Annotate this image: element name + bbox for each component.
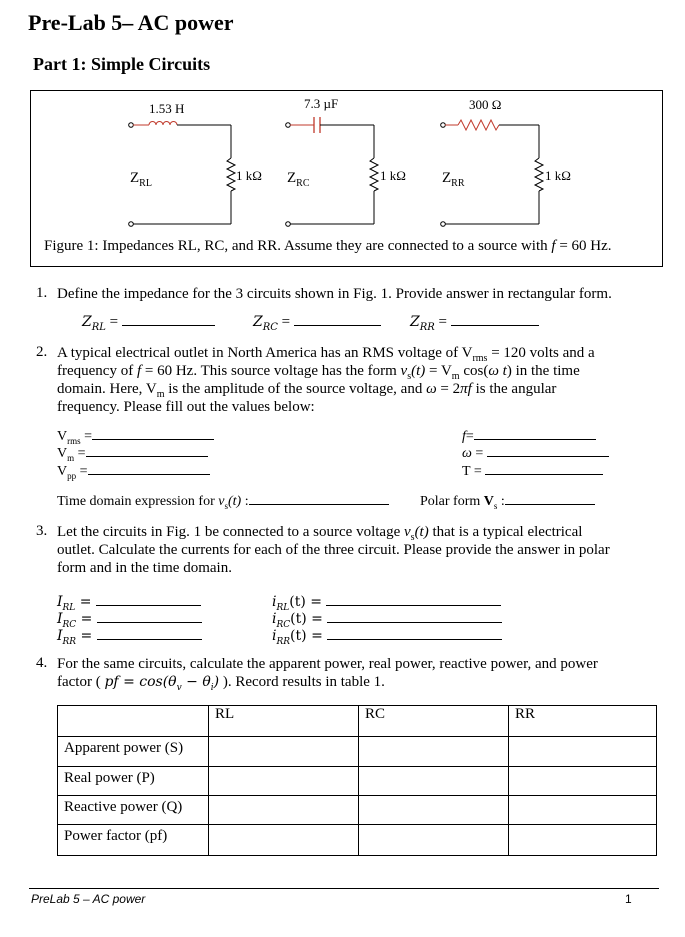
vrms-answer-line: $V_{rms}$ = [57,428,214,450]
omega-answer-line: ω = [462,445,609,463]
page-number: 1 [625,892,632,906]
table-cell[interactable] [359,737,509,767]
table-row-label: Real power (P) [58,767,209,796]
question-2-line-2: frequency of f = 60 Hz. This source voltage has the form $v_s(t) = V_m$ cos(ω t) in the time [57,363,580,382]
vpp-blank[interactable] [88,473,210,475]
period-blank[interactable] [485,473,603,475]
table-row [58,767,657,796]
irc-time-line: $i_{RC}(t)$ = [272,610,502,634]
zrc-answer-line: $Z_{RC}$ = [253,313,381,337]
time-domain-blank[interactable] [249,503,389,505]
inductor-coil [149,122,177,126]
terminal-rc-bottom [286,222,291,227]
time-domain-expression-line: Time domain expression for $v_s(t)$ : [57,493,389,515]
terminal-rr-bottom [441,222,446,227]
table-header-row [58,706,657,737]
irc-phasor-blank[interactable] [97,621,202,623]
impedance-label-rl: $Z_{RL}$ [130,170,152,189]
vm-answer-line: $V_m$ = [57,445,208,467]
rc-load-value-label: 1 kΩ [380,168,406,183]
footer-title: PreLab 5 – AC power [31,892,146,906]
question-2-number: 2. [36,344,48,360]
period-answer-line: T = [462,463,603,481]
question-3-line-1: Let the circuits in Fig. 1 be connected to a source voltage $v_s(t)$ that is a typical electrical [57,524,583,543]
terminal-rl-bottom [129,222,134,227]
footer-rule [29,888,659,889]
table-row-label: Apparent power (S) [58,737,209,767]
question-1-text: Define the impedance for the 3 circuits shown in Fig. 1. Provide answer in rectangular form. [57,286,612,302]
table-cell[interactable] [509,767,657,796]
table-cell[interactable] [509,737,657,767]
resistor-rr-series [458,120,499,130]
series-resistor-value-label: 300 Ω [469,97,502,112]
irl-phasor-line: $I_{RL}$ = [57,593,201,617]
zrr-answer-line: $Z_{RR}$ = [410,313,539,337]
irr-time-blank[interactable] [327,638,502,640]
table-cell[interactable] [209,737,359,767]
table-header-cell: RC [359,706,509,737]
resistor-rc-load [370,158,378,191]
table-cell[interactable] [359,796,509,825]
rl-load-value-label: 1 kΩ [236,168,262,183]
question-2-line-4: frequency. Please fill out the values below: [57,399,315,415]
irr-phasor-line: $I_{RR}$ = [57,627,202,651]
table-row-label: Reactive power (Q) [58,796,209,825]
zrl-answer-line: $Z_{RL}$ = [82,313,215,337]
vrms-blank[interactable] [92,438,214,440]
table-cell[interactable] [209,767,359,796]
impedance-label-rr: $Z_{RR}$ [442,170,465,189]
terminal-rl-top [129,123,134,128]
figure-caption: Figure 1: Impedances RL, RC, and RR. Assume they are connected to a source with f = 60 Hz. [44,238,612,254]
omega-blank[interactable] [487,455,609,457]
question-3-line-2: outlet. Calculate the currents for each of the three circuit. Please provide the answer in polar [57,542,610,558]
resistor-rl-load [227,158,235,191]
power-results-table [57,705,657,856]
table-row-label: Power factor (pf) [58,825,209,856]
question-2-line-1: A typical electrical outlet in North America has an RMS voltage of $V_{rms} = 120$ volts and a [57,345,595,364]
table-row [58,796,657,825]
table-cell[interactable] [509,825,657,856]
table-cell[interactable] [209,825,359,856]
question-1-number: 1. [36,285,48,301]
polar-form-blank[interactable] [505,503,595,505]
page-title: Pre-Lab 5– AC power [28,10,234,35]
question-4-line-1: For the same circuits, calculate the apparent power, real power, reactive power, and power [57,656,598,672]
table-cell[interactable] [509,796,657,825]
resistor-rr-load [535,158,543,191]
inductor-value-label: 1.53 H [149,101,185,116]
zrc-blank[interactable] [294,324,381,326]
irr-phasor-blank[interactable] [97,638,202,640]
f-blank[interactable] [474,438,596,440]
irr-time-line: $i_{RR}(t)$ = [272,627,502,651]
table-row [58,825,657,856]
terminal-rr-top [441,123,446,128]
question-4-line-2: factor ( pf = $\cos(\theta_v - \theta_i)$ ). Record results in table 1. [57,674,385,693]
irc-time-blank[interactable] [327,621,502,623]
f-answer-line: f= [462,428,596,446]
impedance-label-rc: $Z_{RC}$ [287,170,310,189]
question-4-number: 4. [36,655,48,671]
irl-time-line: $i_{RL}(t)$ = [272,593,501,617]
table-header-cell [58,706,209,737]
zrr-blank[interactable] [451,324,539,326]
irc-phasor-line: $I_{RC}$ = [57,610,202,634]
capacitor-value-label: 7.3 µF [304,96,339,111]
table-cell[interactable] [359,767,509,796]
rr-load-value-label: 1 kΩ [545,168,571,183]
question-2-line-3: domain. Here, $V_m$ is the amplitude of the source voltage, and ω = 2πf is the angular [57,381,557,400]
question-3-line-3: form and in the time domain. [57,560,232,576]
table-header-cell: RR [509,706,657,737]
terminal-rc-top [286,123,291,128]
irl-time-blank[interactable] [326,604,501,606]
vm-blank[interactable] [86,455,208,457]
polar-form-line: Polar form $V_s$ : [420,493,595,515]
table-cell[interactable] [209,796,359,825]
table-cell[interactable] [359,825,509,856]
zrl-blank[interactable] [122,324,215,326]
irl-phasor-blank[interactable] [96,604,201,606]
section-heading-part1: Part 1: Simple Circuits [33,54,211,74]
table-row [58,737,657,767]
table-header-cell: RL [209,706,359,737]
question-3-number: 3. [36,523,48,539]
vpp-answer-line: $V_{pp}$ = [57,463,210,485]
